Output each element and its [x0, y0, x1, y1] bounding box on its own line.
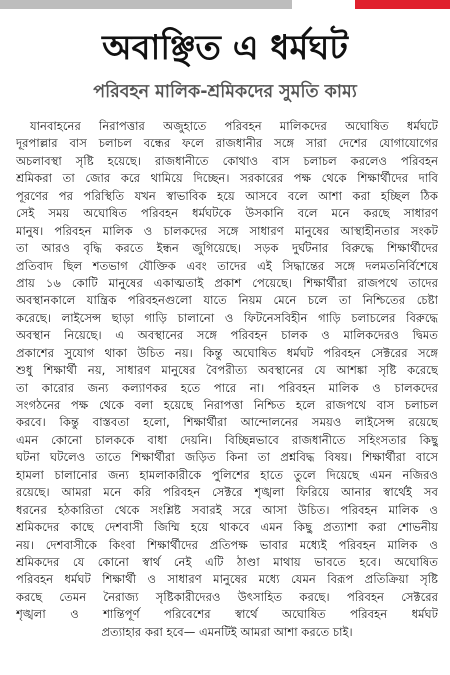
article-line: পূরণের পর পরিস্থিতি যখন স্বাভাবিক হয়ে আসবে বলে আশা করা হচ্ছিল ঠিক — [16, 188, 438, 203]
article-line: শৃঙ্খলা ও শান্তিপূর্ণ পরিবেশের স্বার্থে অঘোষিত পরিবহন ধর্মঘট — [16, 607, 438, 622]
article-line: ধরনের হঠকারিতা থেকে সংশ্লিষ্ট সবারই সরে আসা উচিত। পরিবহন মালিক ও — [16, 502, 438, 517]
article-line: যানবাহনের নিরাপত্তার অজুহাতে পরিবহন মালিকদের অঘোষিত ধর্মঘটে — [30, 119, 438, 133]
subheadline: পরিবহন মালিক-শ্রমিকদের সুমতি কাম্য — [93, 82, 357, 102]
article-line: অবস্থান নিয়েছে। এ অবস্থানের সঙ্গে পরিবহন চালক ও মালিকদেরও দ্বিমত — [16, 328, 438, 343]
article-line-last: প্রত্যাহার করা হবে— এমনটিই আমরা আশা করতে চাই। — [101, 624, 353, 639]
article-line: অচলাবস্থা সৃষ্টি হয়েছে। রাজধানীতে কোথাও বাস চলাচল করলেও পরিবহন — [16, 153, 438, 168]
article-line: সেই সময় অঘোষিত পরিবহন ধর্মঘটকে উসকানি বলে মনে করছে সাধারণ — [16, 206, 438, 221]
top-rule-grey-bar — [0, 0, 292, 9]
article-line: তা আরও বৃদ্ধি করতে ইন্ধন জুগিয়েছে। সড়ক দুর্ঘটনার বিরুদ্ধে শিক্ষার্থীদের — [16, 241, 438, 256]
article-line: করছে তেমন নৈরাজ্য সৃষ্টিকারীদেরও উৎসাহিত করছে। পরিবহন সেক্টরের — [16, 589, 438, 604]
article-line: প্রকাশের সুযোগ থাকা উচিত নয়। কিন্তু অঘোষিত ধর্মঘট পরিবহন সেক্টরের সঙ্গে — [16, 345, 438, 360]
article-line: শ্রমিকদের কাছে দেশবাসী জিম্মি হয়ে থাকবে এমন কিছু প্রত্যাশা করা শোভনীয় — [16, 520, 438, 535]
article-body — [16, 118, 438, 641]
top-rule-red-bar — [355, 0, 450, 9]
article-line: তা কারোর জন্য কল্যাণকর হতে পারে না। পরিবহন মালিক ও চালকদের — [16, 380, 438, 395]
article-line: পরিবহন ধর্মঘট শিক্ষার্থী ও সাধারণ মানুষের মধ্যে যেমন বিরূপ প্রতিক্রিয়া সৃষ্টি — [16, 572, 438, 587]
article-line: হামলা চালানোর জন্য হামলাকারীকে পুলিশের হাতে তুলে দিয়েছে এমন নজিরও — [16, 467, 438, 482]
article-line: করেছে। লাইসেন্স ছাড়া গাড়ি চালানো ও ফিটনেসবিহীন গাড়ি চলাচলের বিরুদ্ধে — [16, 310, 438, 325]
article-line: এমন কোনো চালককে বাধা দেয়নি। বিচ্ছিন্নভাবে রাজধানীতে সহিংসতার কিছু — [16, 432, 438, 447]
headline: অবাঞ্ছিত এ ধর্মঘট — [102, 28, 348, 68]
article-line: প্রায় ১৬ কোটি মানুষের একাত্মতাই প্রকাশ পেয়েছে। শিক্ষার্থীরা রাজপথে তাদের — [16, 275, 438, 290]
article-line: অবস্থানকালে যান্ত্রিক পরিবহনগুলো যাতে নিয়ম মেনে চলে তা নিশ্চিতের চেষ্টা — [16, 293, 438, 308]
article-line: সংগঠনের পক্ষ থেকে বলা হয়েছে নিরাপত্তা নিশ্চিত হলে রাজপথে বাস চলাচল — [16, 398, 438, 412]
article-line: শ্রমিকরা তা জোর করে থামিয়ে দিচ্ছেন। সরকারের পক্ষ থেকে শিক্ষার্থীদের দাবি — [16, 171, 438, 186]
article-line: নয়। দেশবাসীকে কিংবা শিক্ষার্থীদের প্রতিপক্ষ ভাবার মধ্যেই পরিবহন মালিক ও — [16, 537, 438, 552]
article-line: মানুষ। পরিবহন মালিক ও চালকদের সঙ্গে সাধারণ মানুষের আস্থাহীনতার সংকট — [16, 223, 438, 238]
article-line: রয়েছে। আমরা মনে করি পরিবহন সেক্টরে শৃঙ্খলা ফিরিয়ে আনার স্বার্থেই সব — [16, 485, 438, 500]
article-line: শুধু শিক্ষার্থী নয়, সাধারণ মানুষের বৈপরীত্য অবস্থানের যে আশঙ্কা সৃষ্টি করেছে — [16, 363, 438, 378]
article-line: প্রতিবাদ ছিল শতভাগ যৌক্তিক এবং তাদের এই সিদ্ধান্তের সঙ্গে দলমতনির্বিশেষে — [16, 258, 438, 273]
top-rule — [0, 0, 450, 10]
article-line: দূরপাল্লার বাস চলাচল বন্ধের ফলে রাজধানীর সঙ্গে সারা দেশের যোগাযোগের — [16, 136, 438, 151]
article-line: ঘটনা ঘটলেও তাতে শিক্ষার্থীরা জড়িত কিনা তা প্রশ্নবিদ্ধ বিষয়। শিক্ষার্থীরা বাসে — [16, 450, 438, 465]
article-line: করবে। কিন্তু বাস্তবতা হলো, শিক্ষার্থীরা আন্দোলনের সময়ও লাইসেন্স রয়েছে — [16, 415, 438, 430]
article-line: শ্রমিকদের যে কোনো স্বার্থ নেই এটি ঠাণ্ডা মাথায় ভাবতে হবে। অঘোষিত — [16, 554, 438, 569]
